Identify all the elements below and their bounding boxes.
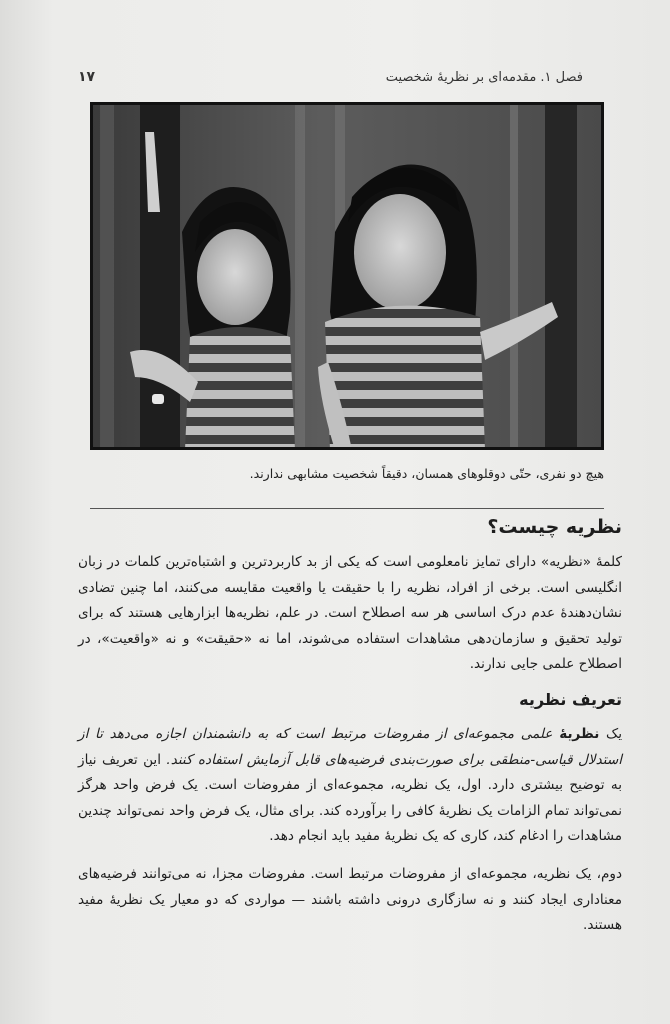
section-heading: نظریه چیست؟ [487,516,622,538]
second-paragraph: دوم، یک نظریه، مجموعه‌ای از مفروضات مرتبط است. مفروضات مجزا، نه می‌توانند فرضیه‌های معناداری ایجاد کنند و نه سازگاری درونی داشته باشند — مواردی که دو معیار یک نظریهٔ مفید هستند. [78,866,622,933]
section-paragraph: کلمهٔ «نظریه» دارای تمایز نامعلومی است که یکی از بد کاربردترین و اشتباه‌ترین کلمات در زبان انگلیسی است. برخی از افراد، نظریه را با حقیقت یا واقعیت مقایسه می‌کنند، اما چنین تضادی نشان‌دهندهٔ عدم درک اساسی هر سه اصطلاح است. در علم، نظریه‌ها ابزارهایی هستند که برای تولید تحقیق و سازمان‌دهی مشاهدات استفاده می‌شوند، اما نه «حقیقت» و نه «واقعیت»، در اصطلاح علمی جایی ندارند. [78,554,622,672]
definition-italic: علمی مجموعه‌ای از مفروضات مرتبط است که به دانشمندان اجازه می‌دهد تا از استدلال قیاسی-منطقی برای صورت‌بندی فرضیه‌های قابل آزمایش استفاده کنند. [78,726,622,768]
photo-illustration [90,102,604,450]
definition-intro: یک [606,726,622,742]
divider [90,508,604,509]
subsection-heading: تعریف نظریه [519,690,622,709]
running-header [78,66,583,88]
definition-paragraph [78,722,622,850]
figure-caption: هیچ دو نفری، حتّی دوقلوهای همسان، دقیقاً شخصیت مشابهی ندارند. [249,466,604,481]
chapter-title: فصل ۱. مقدمه‌ای بر نظریهٔ شخصیت [385,69,583,85]
page-number: ۱۷ [78,69,96,85]
definition-term: نظریهٔ [559,726,600,742]
definition-rest: این تعریف نیاز به توضیح بیشتری دارد. اول، یک نظریه، مجموعه‌ای از مفروضات است. یک فرض واحد هرگز نمی‌تواند تمام الزامات یک نظریهٔ کافی را برآورده کند. برای مثال، یک فرض واحد نمی‌تواند چندین مشاهدات را ادغام کند، کاری که یک نظریهٔ مفید باید انجام دهد. [78,751,622,844]
twins-photo [90,102,604,450]
